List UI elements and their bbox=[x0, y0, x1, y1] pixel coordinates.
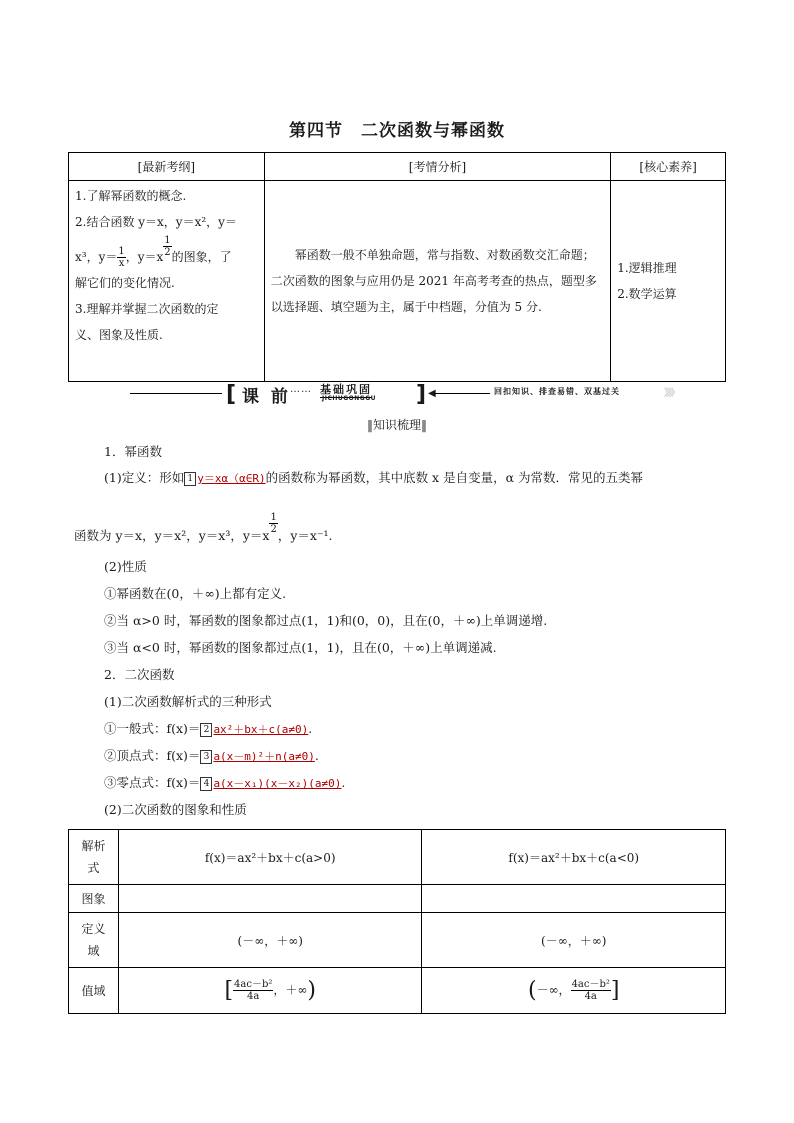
outline-line: 2.结合函数 y＝x，y＝x²，y＝ bbox=[75, 215, 237, 229]
property-item: ②当 α>0 时，幂函数的图象都过点(1，1)和(0，0)，且在(0，＋∞)上单调递增. bbox=[104, 613, 548, 628]
form-vertex: ②顶点式：f(x)＝ 3 a(x－m)²＋n(a≠0). bbox=[104, 748, 319, 763]
row-header: 解析式 bbox=[69, 830, 119, 885]
analysis-cell bbox=[264, 181, 611, 382]
quadratic-table bbox=[68, 829, 726, 1014]
banner-title: 课 前 bbox=[242, 387, 291, 407]
banner-motto: 回扣知识、排查易错、双基过关 bbox=[494, 386, 620, 396]
fraction: $\frac{\text{4ac－b²}}{4a}$ bbox=[234, 979, 273, 1002]
answer-blank: a(x－m)²＋n(a≠0) bbox=[213, 750, 315, 763]
property-item: ①幂函数在(0，＋∞)上都有定义. bbox=[104, 586, 287, 601]
banner-rule bbox=[434, 393, 490, 394]
outline-line: x³，y＝ $\frac{1}{x}$ ，y＝x $\frac{1}{2}$ 的图象，了 bbox=[75, 235, 232, 269]
property-item: ③当 α<0 时，幂函数的图象都过点(1，1)，且在(0，＋∞)上单调递减. bbox=[104, 640, 497, 655]
banner-pinyin: JICHUGONGGU bbox=[322, 395, 377, 402]
definition-line: (1)定义：形如 1 y＝xα（α∈R)的函数称为幂函数，其中底数 x 是自变量，α 为常数．常见的五类幂 bbox=[104, 470, 643, 485]
answer-blank: y＝xα（α∈R) bbox=[197, 472, 266, 485]
row-header: 值域 bbox=[69, 968, 119, 1014]
literacy-cell bbox=[611, 181, 726, 382]
property-title: (2)性质 bbox=[104, 559, 147, 574]
cell-range-pos: [ $\frac{\text{4ac－b²}}{4a}$ ，＋∞) bbox=[118, 968, 422, 1014]
answer-blank: ax²＋bx＋c(a≠0) bbox=[213, 723, 309, 736]
banner-dots: …… bbox=[290, 384, 312, 395]
literacy-item: 1.逻辑推理 bbox=[617, 261, 677, 275]
outline-line: 解它们的变化情况. bbox=[75, 276, 175, 290]
answer-number: 4 bbox=[200, 777, 212, 791]
analysis-text: 幂函数一般不单独命题，常与指数、对数函数交汇命题；二次函数的图象与应用仍是 2021 年高考考查的热点，题型多以选择题、填空题为主，属于中档题，分值为 5 分. bbox=[270, 248, 597, 314]
header-analysis: [考情分析] bbox=[264, 153, 611, 181]
section2-heading: 2．二次函数 bbox=[104, 667, 175, 682]
form-zero: ③零点式：f(x)＝ 4 a(x－x₁)(x－x₂)(a≠0). bbox=[104, 775, 346, 790]
page-title: 第四节 二次函数与幂函数 bbox=[289, 121, 505, 141]
knowledge-subheading: ‖知识梳理‖ bbox=[366, 418, 427, 432]
cell-graph-neg bbox=[422, 885, 726, 913]
banner-bracket: ] bbox=[416, 382, 427, 407]
banner-rule bbox=[130, 393, 222, 394]
literacy-item: 2.数学运算 bbox=[617, 287, 677, 301]
cell-formula-pos: f(x)＝ax²＋bx＋c(a>0) bbox=[118, 830, 422, 885]
fraction-exponent: $\frac{1}{2}$ bbox=[270, 512, 277, 535]
cell-formula-neg: f(x)＝ax²＋bx＋c(a<0) bbox=[422, 830, 726, 885]
cell-domain-pos: (－∞，＋∞) bbox=[118, 913, 422, 968]
section-banner bbox=[130, 380, 690, 406]
cell-range-neg: (－∞， $\frac{\text{4ac－b²}}{4a}$ ] bbox=[422, 968, 726, 1014]
header-literacy: [核心素养] bbox=[611, 153, 726, 181]
banner-subtitle: 基础巩固 bbox=[320, 383, 372, 396]
graph-title: (2)二次函数的图象和性质 bbox=[104, 802, 247, 817]
cell-domain-neg: (－∞，＋∞) bbox=[422, 913, 726, 968]
answer-number: 2 bbox=[200, 723, 212, 737]
answer-number: 3 bbox=[200, 750, 212, 764]
overview-table bbox=[68, 152, 726, 382]
row-header: 图象 bbox=[69, 885, 119, 913]
banner-bracket: [ bbox=[226, 382, 237, 407]
outline-line: 3.理解并掌握二次函数的定 bbox=[75, 302, 219, 316]
fraction: $\frac{1}{x}$ bbox=[118, 246, 125, 269]
outline-line: 义、图象及性质. bbox=[75, 328, 163, 342]
definition-line-2: 函数为 y＝x，y＝x²，y＝x³，y＝x $\frac{1}{2}$ ，y＝x⁻¹. bbox=[74, 512, 333, 543]
outline-cell bbox=[69, 181, 265, 382]
forms-title: (1)二次函数解析式的三种形式 bbox=[104, 694, 272, 709]
row-header: 定义域 bbox=[69, 913, 119, 968]
fraction: $\frac{\text{4ac－b²}}{4a}$ bbox=[571, 979, 610, 1002]
form-general: ①一般式：f(x)＝ 2 ax²＋bx＋c(a≠0). bbox=[104, 721, 313, 736]
fraction-exponent: $\frac{1}{2}$ bbox=[164, 235, 171, 258]
cell-graph-pos bbox=[118, 885, 422, 913]
arrow-icon: ◀ bbox=[428, 388, 436, 399]
answer-blank: a(x－x₁)(x－x₂)(a≠0) bbox=[213, 777, 342, 790]
answer-number: 1 bbox=[184, 472, 196, 486]
chevrons-icon: 》》》 bbox=[664, 388, 678, 399]
section1-heading: 1．幂函数 bbox=[104, 444, 162, 459]
outline-line: 1.了解幂函数的概念. bbox=[75, 189, 187, 203]
header-outline: [最新考纲] bbox=[69, 153, 265, 181]
